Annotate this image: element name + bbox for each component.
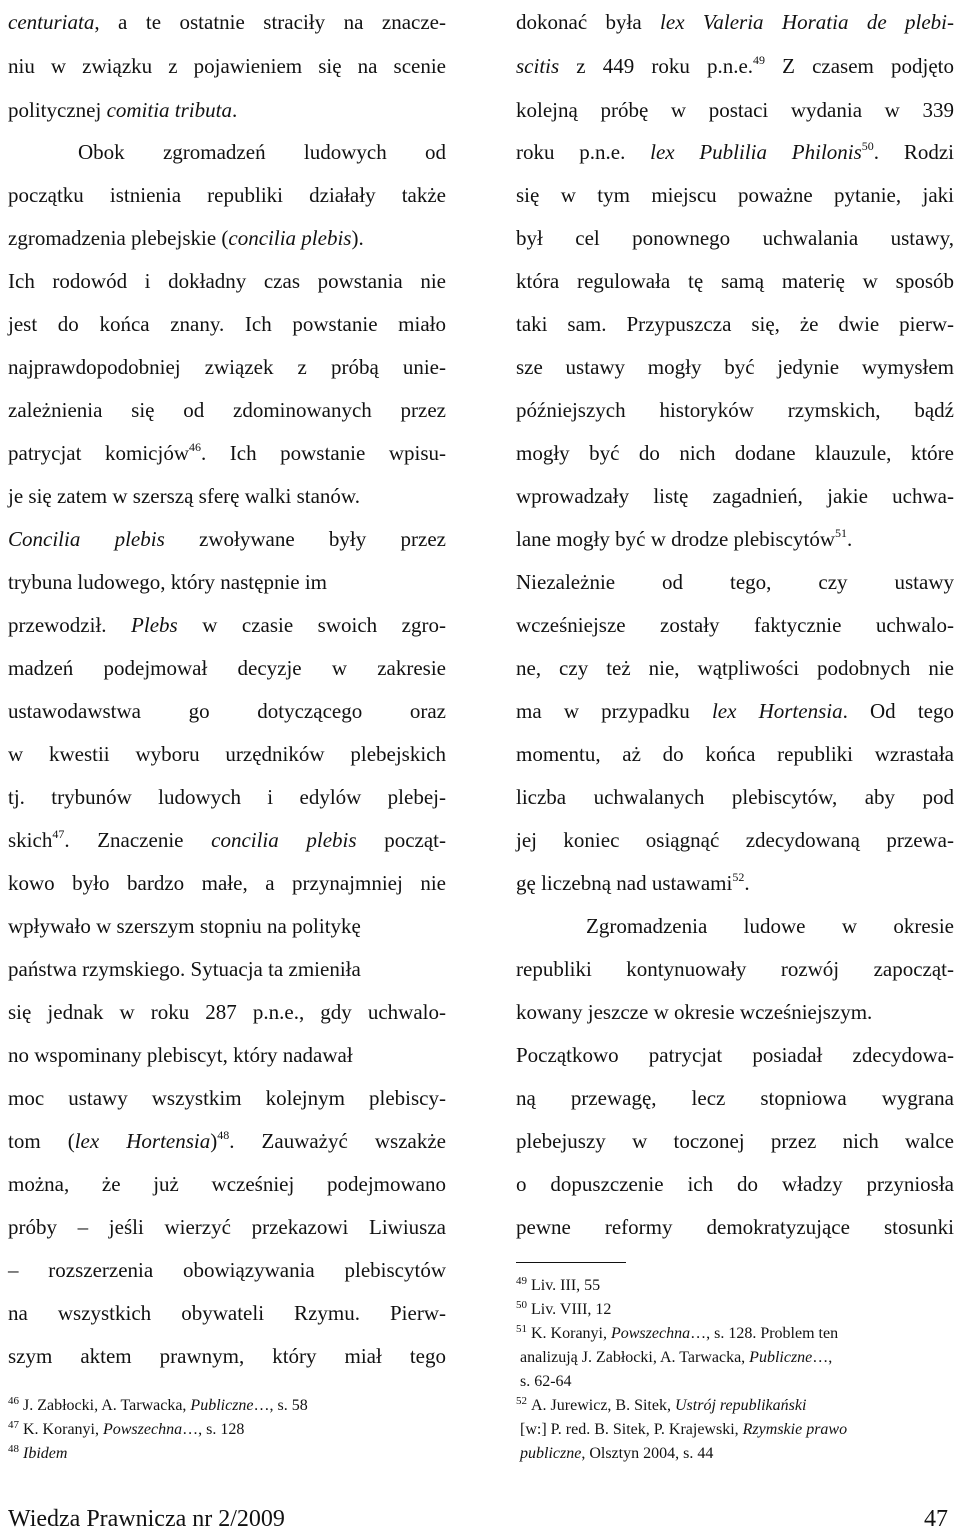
text-run: kowany jeszcze w okresie wcześniejszym. [516, 1000, 873, 1024]
text-line [8, 1076, 446, 1120]
text-line [8, 1119, 446, 1163]
text-run: początku istnienia republiki działały także [8, 183, 446, 207]
text-line [8, 173, 446, 217]
text-line [8, 474, 446, 518]
footnote-text: analizują J. Zabłocki, A. Tarwacka, [520, 1349, 750, 1366]
footnote-text: s. 62-64 [520, 1373, 572, 1390]
footnote-number: 52 [516, 1395, 527, 1407]
text-run: państwa rzymskiego. Sytuacja ta zmieniła [8, 957, 361, 981]
text-run: która regulowała tę samą materię w sposób [516, 269, 954, 293]
text-run: z 449 roku p.n.e. [559, 54, 754, 78]
text-line [8, 904, 446, 948]
text-run: jej koniec osiągnąć zdecydowaną przewa- [516, 828, 954, 852]
text-line [8, 818, 446, 862]
text-run: przewodził. [8, 613, 132, 637]
text-run: . Od tego [842, 699, 954, 723]
text-line [8, 646, 446, 690]
latin-term: concilia plebis [211, 828, 357, 852]
text-run: tom ( [8, 1129, 75, 1153]
footnote-text: , Olsztyn 2004, s. 44 [581, 1445, 714, 1462]
text-line [8, 1291, 446, 1335]
text-line [516, 517, 954, 561]
text-run: w kwestii wyboru urzędników plebejskich [8, 742, 446, 766]
text-line [516, 904, 954, 948]
latin-term: scitis [516, 54, 560, 78]
text-line [8, 302, 446, 346]
text-line [516, 603, 954, 647]
text-run: skich [8, 828, 53, 852]
text-line [516, 1205, 954, 1249]
text-run: . [847, 527, 853, 551]
text-line [8, 88, 446, 132]
text-run: ustawodawstwa go dotyczącego oraz [8, 699, 446, 723]
text-line [8, 345, 446, 389]
text-run: . Zauważyć wszakże [229, 1129, 446, 1153]
text-run: je się zatem w szerszą sferę walki stanów. [8, 484, 360, 508]
text-line [516, 431, 954, 475]
cited-title: Rzymskie prawo [742, 1421, 848, 1438]
footnote-text: K. Koranyi, [531, 1325, 611, 1342]
text-run: mogły być do nich dodane klauzule, które [516, 441, 954, 465]
text-line [516, 44, 954, 88]
footnote [516, 1298, 954, 1322]
cited-title: Ibidem [23, 1445, 68, 1462]
latin-term: comitia tributa [106, 98, 232, 122]
latin-term: lex Publilia Philonis [650, 140, 862, 164]
footnote-ref: 48 [217, 1128, 230, 1142]
text-line [516, 818, 954, 862]
text-run: niu w związku z pojawieniem się na scenie [8, 54, 446, 78]
text-line [516, 990, 954, 1034]
text-line [516, 216, 954, 260]
text-run: pewne reformy demokratyzujące stosunki [516, 1215, 954, 1239]
text-line [8, 775, 446, 819]
text-run: późniejszych historyków rzymskich, bądź [516, 398, 954, 422]
text-run: Początkowo patrycjat posiadał zdecydowa- [516, 1043, 954, 1067]
text-line [516, 259, 954, 303]
cited-title: Publiczne [190, 1397, 254, 1414]
text-line [516, 560, 954, 604]
text-run: się w tym miejscu poważne pytanie, jaki [516, 183, 954, 207]
cited-title: Powszechna [610, 1325, 691, 1342]
text-line [8, 259, 446, 303]
text-line [516, 861, 954, 905]
text-run: . Rodzi [873, 140, 954, 164]
text-run: ną przewagę, lecz stopniowa wygrana [516, 1086, 954, 1110]
text-line [8, 431, 446, 475]
footnote-ref: 47 [52, 827, 65, 841]
text-line [8, 947, 446, 991]
text-run: taki sam. Przypuszcza się, że dwie pierw- [516, 312, 954, 336]
footnote-ref: 50 [861, 139, 874, 153]
text-run: dokonać była [516, 10, 661, 34]
text-run: począt- [356, 828, 447, 852]
footnote [516, 1346, 954, 1370]
footnote-ref: 51 [835, 526, 847, 540]
text-run: najprawdopodobniej związek z próbą unie- [8, 355, 446, 379]
cited-title: Publiczne [749, 1349, 813, 1366]
text-line [516, 345, 954, 389]
text-line [516, 173, 954, 217]
text-line [516, 1162, 954, 1206]
text-run: ma w przypadku [516, 699, 712, 723]
footnote [8, 1442, 446, 1466]
latin-term: lex Hortensia [711, 699, 843, 723]
text-run: – rozszerzenia obowiązywania plebiscytów [8, 1258, 446, 1282]
footnote-separator [516, 1262, 626, 1263]
text-line [516, 646, 954, 690]
journal-footer: Wiedza Prawnicza nr 2/2009 [8, 1506, 285, 1532]
footnote-number: 51 [516, 1323, 527, 1335]
text-run: szym aktem prawnym, który miał tego [8, 1344, 446, 1368]
text-run: patrycjat komicjów [8, 441, 189, 465]
footnote-text: Liv. VIII, 12 [531, 1301, 612, 1318]
text-line [8, 517, 446, 561]
text-line [516, 130, 954, 174]
text-line [516, 775, 954, 819]
footnote [516, 1394, 954, 1418]
text-line [8, 1205, 446, 1249]
footnote-number: 49 [516, 1275, 527, 1287]
text-run: wprowadzały listę zagadnień, jakie uchwa- [516, 484, 954, 508]
text-run: . [231, 98, 238, 122]
text-line [8, 990, 446, 1034]
text-run: sze ustawy mogły być jedynie wymysłem [516, 355, 954, 379]
text-line [8, 732, 446, 776]
text-line [8, 1162, 446, 1206]
footnote-ref: 49 [753, 53, 766, 67]
text-run: można, że już wcześniej podejmowano [8, 1172, 446, 1196]
footnote-text: Liv. III, 55 [531, 1277, 601, 1294]
text-line [8, 1248, 446, 1292]
text-run: no wspominany plebiscyt, który nadawał [8, 1043, 353, 1067]
text-line [516, 1119, 954, 1163]
text-run: Ich rodowód i dokładny czas powstania nie [8, 269, 446, 293]
text-run: w czasie swoich zgro- [177, 613, 446, 637]
footnote-ref: 52 [732, 870, 745, 884]
text-run: moc ustawy wszystkim kolejnym plebiscy- [8, 1086, 446, 1110]
text-line [516, 388, 954, 432]
text-run: plebejuszy w toczonej przez nich walce [516, 1129, 954, 1153]
text-run: ne, czy też nie, wątpliwości podobnych nie [516, 656, 954, 680]
footnote [516, 1370, 954, 1394]
footnote [516, 1274, 954, 1298]
text-run: ). [351, 226, 364, 250]
text-run: jest do końca znany. Ich powstanie miało [8, 312, 446, 336]
text-run: się jednak w roku 287 p.n.e., gdy uchwalo- [8, 1000, 446, 1024]
footnote [516, 1442, 954, 1466]
text-line [516, 947, 954, 991]
text-line [8, 603, 446, 647]
footnote-text: A. Jurewicz, B. Sitek, [531, 1397, 675, 1414]
text-line [8, 0, 446, 44]
text-run: roku p.n.e. [516, 140, 651, 164]
text-run: o dopuszczenie ich do władzy przyniosła [516, 1172, 954, 1196]
text-line [8, 1334, 446, 1378]
page-number: 47 [924, 1506, 948, 1532]
text-run: trybuna ludowego, który następnie im [8, 570, 328, 594]
text-run: republiki kontynuowały rozwój zapocząt- [516, 957, 954, 981]
text-line [8, 689, 446, 733]
text-run: . Znaczenie [64, 828, 212, 852]
text-line [516, 732, 954, 776]
text-run: Z czasem podjęto [765, 54, 954, 78]
footnote-text: J. Zabłocki, A. Tarwacka, [23, 1397, 191, 1414]
text-line [516, 689, 954, 733]
text-run: politycznej [8, 98, 107, 122]
text-run: liczba uchwalanych plebiscytów, aby pod [516, 785, 954, 809]
text-run: zwoływane były przez [164, 527, 446, 551]
text-run: momentu, aż do końca republiki wzrastała [516, 742, 954, 766]
text-line [8, 130, 446, 174]
text-run: , a te ostatnie straciły na znacze- [94, 10, 446, 34]
footnote [8, 1418, 446, 1442]
footnote-text: …, s. 58 [253, 1397, 308, 1414]
cited-title: publiczne [520, 1445, 582, 1462]
text-line [516, 474, 954, 518]
latin-term: lex Valeria Horatia de plebi- [660, 10, 954, 34]
footnote-number: 46 [8, 1395, 19, 1407]
text-line [516, 88, 954, 132]
cited-title: Ustrój republikański [674, 1397, 807, 1414]
text-line [8, 560, 446, 604]
latin-term: lex Hortensia [74, 1129, 211, 1153]
text-run: gę liczebną nad ustawami [516, 871, 733, 895]
footnote-text: K. Koranyi, [23, 1421, 103, 1438]
text-run: tj. trybunów ludowych i edylów plebej- [8, 785, 446, 809]
footnote [8, 1394, 446, 1418]
text-line [516, 302, 954, 346]
footnote [516, 1322, 954, 1346]
text-run: ) [210, 1129, 218, 1153]
footnote-text: …, s. 128 [182, 1421, 245, 1438]
text-run: na wszystkich obywateli Rzymu. Pierw- [8, 1301, 446, 1325]
text-line [516, 1076, 954, 1120]
text-run: był cel ponownego uchwalania ustawy, [516, 226, 954, 250]
text-run: wcześniejsze zostały faktycznie uchwalo- [516, 613, 954, 637]
text-run: kowo było bardzo małe, a przynajmniej nie [8, 871, 446, 895]
footnote-text: …, [812, 1349, 833, 1366]
text-run: Obok zgromadzeń ludowych od [78, 140, 446, 164]
text-line [516, 1033, 954, 1077]
footnote [516, 1418, 954, 1442]
text-run: madzeń podejmował decyzje w zakresie [8, 656, 446, 680]
footnote-number: 50 [516, 1299, 527, 1311]
footnote-ref: 46 [189, 440, 201, 454]
text-run: lane mogły być w drodze plebiscytów [516, 527, 835, 551]
text-run: . [744, 871, 750, 895]
latin-term: centuriata [8, 10, 95, 34]
cited-title: Powszechna [102, 1421, 183, 1438]
text-run: Zgromadzenia ludowe w okresie [586, 914, 954, 938]
footnote-text: [w:] P. red. B. Sitek, P. Krajewski, [520, 1421, 743, 1438]
text-line [8, 44, 446, 88]
text-run: . Ich powstanie wpisu- [201, 441, 446, 465]
text-run: zależnienia się od zdominowanych przez [8, 398, 446, 422]
text-line [516, 0, 954, 44]
text-run: kolejną próbę w postaci wydania w 339 [516, 98, 954, 122]
text-line [8, 861, 446, 905]
footnote-number: 47 [8, 1419, 19, 1431]
text-run: Niezależnie od tego, czy ustawy [516, 570, 954, 594]
footnote-number: 48 [8, 1443, 19, 1455]
text-run: wpływało w szerszym stopniu na politykę [8, 914, 361, 938]
text-line [8, 216, 446, 260]
latin-term: Plebs [131, 613, 178, 637]
latin-term: Concilia plebis [8, 527, 165, 551]
latin-term: concilia plebis [228, 226, 352, 250]
text-run: zgromadzenia plebejskie ( [8, 226, 229, 250]
text-run: próby – jeśli wierzyć przekazowi Liwiusza [8, 1215, 446, 1239]
text-line [8, 1033, 446, 1077]
text-line [8, 388, 446, 432]
footnote-text: …, s. 128. Problem ten [690, 1325, 839, 1342]
